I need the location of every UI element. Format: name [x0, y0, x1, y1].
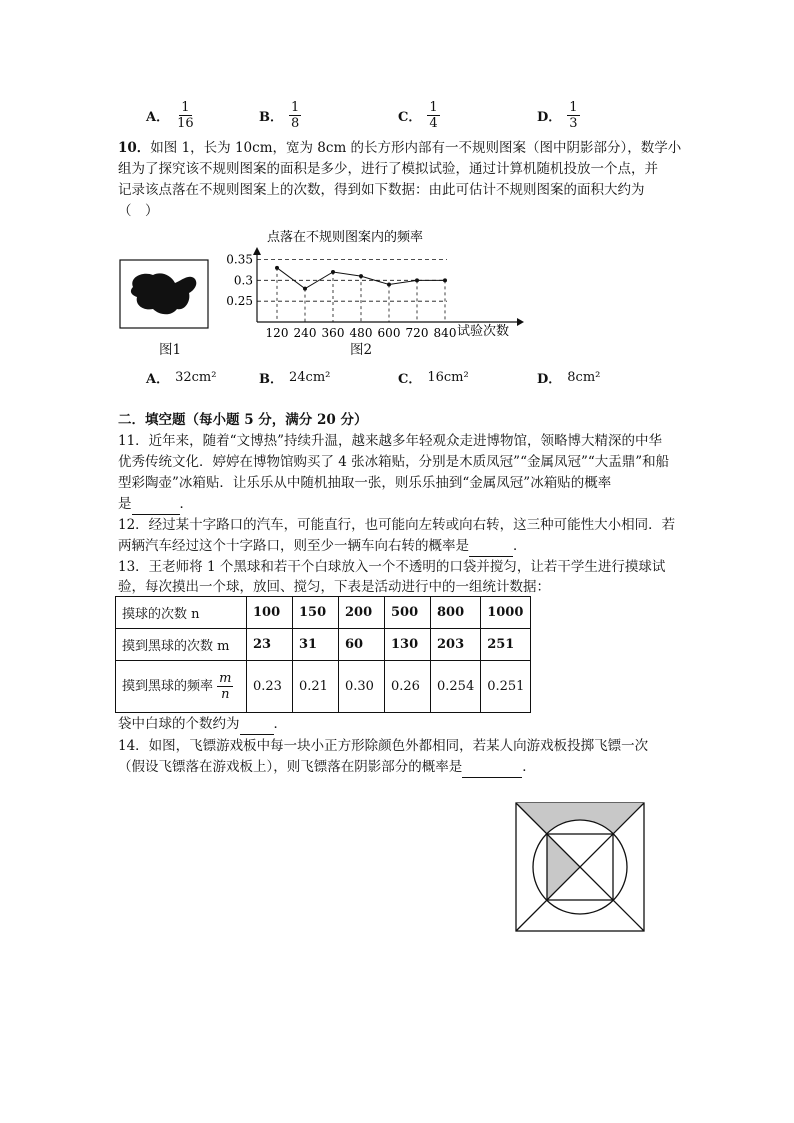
q11-line-2: 优秀传统文化．婷婷在博物馆购买了 4 张冰箱贴，分别是木质凤冠”“金属凤冠”“大盂鼎”和船: [118, 454, 670, 470]
q9-option-b: [259, 100, 301, 131]
figure-1-caption: 图1: [159, 342, 182, 358]
answer-blank[interactable]: [469, 536, 513, 557]
q10-line-2: 组为了探究该不规则图案的面积是多少，进行了模拟试验，通过计算机随机投放一个点，并: [118, 161, 658, 177]
answer-blank[interactable]: [132, 494, 180, 515]
q12-text: 两辆汽车经过这个十字路口，则至少一辆车向右转的概率是: [118, 538, 469, 554]
table-cell: 0.23: [247, 661, 293, 713]
table-cell: 203: [431, 629, 481, 661]
x-tick-label: 120: [265, 326, 289, 340]
data-point: [359, 274, 363, 278]
q11-line-1: 11．近年来，随着“文博热”持续升温，越来越多年轻观众走进博物馆，领略博大精深的中华: [118, 433, 662, 449]
data-point: [275, 266, 279, 270]
figure-2-caption: 图2: [350, 342, 373, 358]
table-row-header: 摸到黑球的次数 m: [116, 629, 247, 661]
table-cell: 800: [431, 597, 481, 629]
table-cell: 31: [293, 629, 339, 661]
option-label: C．: [398, 110, 422, 125]
figure-1-irregular-shape: [119, 259, 209, 329]
option-label: D．: [537, 110, 562, 125]
data-point: [331, 270, 335, 274]
table-cell: 0.254: [431, 661, 481, 713]
x-tick-label: 480: [349, 326, 373, 340]
q10-line-1: [118, 138, 681, 158]
x-tick-label: 840: [433, 326, 457, 340]
q10-option-d: [537, 368, 600, 387]
option-label: B．: [259, 110, 283, 125]
q10-option-a: [146, 368, 216, 387]
x-tick-label: 240: [293, 326, 317, 340]
y-tick-label: 0.25: [226, 294, 253, 309]
table-cell: 0.30: [339, 661, 385, 713]
option-label: C．: [398, 372, 422, 387]
data-point: [415, 278, 419, 282]
option-label: A．: [146, 110, 170, 125]
section-2-heading: 二．填空题（每小题 5 分，满分 20 分）: [118, 412, 368, 428]
table-cell: 251: [481, 629, 531, 661]
x-tick-label: 360: [321, 326, 345, 340]
q9-option-d: [537, 100, 580, 131]
fraction: $\frac{1}{4}$: [429, 100, 438, 131]
table-cell: 0.21: [293, 661, 339, 713]
table-cell: 0.251: [481, 661, 531, 713]
data-point: [443, 278, 447, 282]
q9-option-a: [146, 100, 196, 131]
question-number: 10．: [118, 140, 151, 156]
table-row: [116, 597, 531, 629]
fraction: $\frac{1}{16}$: [177, 100, 194, 131]
q12-line-2: 两辆汽车经过这个十字路口，则至少一辆车向右转的概率是 ．: [118, 536, 527, 557]
q13-data-table: [115, 596, 531, 713]
y-axis-arrow: [253, 247, 261, 255]
option-text: 16cm²: [427, 370, 469, 385]
table-row: [116, 661, 531, 713]
table-cell: 150: [293, 597, 339, 629]
table-cell: 1000: [481, 597, 531, 629]
y-tick-label: 0.35: [226, 252, 253, 267]
data-point: [303, 287, 307, 291]
q13-after-table: 袋中白球的个数约为 ．: [118, 714, 287, 735]
answer-blank[interactable]: [462, 757, 522, 778]
option-label: B．: [259, 372, 283, 387]
q9-option-c: [398, 100, 440, 131]
table-cell: 100: [247, 597, 293, 629]
dartboard-figure: [515, 802, 645, 932]
q13-line-1: 13．王老师将 1 个黑球和若干个白球放入一个不透明的口袋并搅匀，让若干学生进行摸球试: [118, 559, 666, 575]
fraction: $\frac{1}{3}$: [569, 100, 578, 131]
question-text: 如图 1，长为 10cm，宽为 8cm 的长方形内部有一不规则图案（图中阴影部分），数学小: [150, 140, 682, 156]
table-cell: 130: [385, 629, 431, 661]
fraction-m-over-n: $\frac{m}{n}$: [219, 671, 232, 702]
q11-line-4: 是 ．: [118, 494, 193, 515]
row-header-text: 摸到黑球的频率: [122, 679, 214, 694]
table-cell: 200: [339, 597, 385, 629]
fraction: $\frac{1}{8}$: [291, 100, 300, 131]
table-cell: 500: [385, 597, 431, 629]
table-row-header: 摸球的次数 n: [116, 597, 247, 629]
q10-option-b: [259, 368, 330, 387]
q11-text: 是: [118, 496, 132, 512]
answer-blank[interactable]: [240, 714, 274, 735]
q10-line-4: （ ）: [118, 203, 159, 219]
option-text: 24cm²: [289, 370, 331, 385]
table-row: [116, 629, 531, 661]
table-cell: 23: [247, 629, 293, 661]
q14-text: （假设飞镖落在游戏板上），则飞镖落在阴影部分的概率是: [118, 759, 463, 775]
table-cell: 0.26: [385, 661, 431, 713]
figure-2-line-chart: [225, 225, 525, 345]
x-axis-label: 试验次数: [457, 324, 510, 339]
x-tick-label: 600: [377, 326, 401, 340]
q13-line-2: 验，每次摸出一个球，放回、搅匀，下表是活动进行中的一组统计数据：: [118, 579, 550, 595]
table-row-header: [116, 661, 247, 713]
chart-title: 点落在不规则图案内的频率: [267, 230, 424, 245]
q12-line-1: 12．经过某十字路口的汽车，可能直行，也可能向左转或向右转，这三种可能性大小相同．若: [118, 517, 676, 533]
q10-line-3: 记录该点落在不规则图案上的次数，得到如下数据：由此可估计不规则图案的面积大约为: [118, 182, 645, 198]
q10-option-c: [398, 368, 469, 387]
data-point: [387, 283, 391, 287]
x-tick-label: 720: [405, 326, 429, 340]
y-tick-label: 0.3: [233, 273, 253, 288]
q14-line-1: 14．如图，飞镖游戏板中每一块小正方形除颜色外都相同，若某人向游戏板投掷飞镖一次: [118, 738, 649, 754]
option-text: 32cm²: [175, 370, 217, 385]
q11-line-3: 型彩陶壶”冰箱贴．让乐乐从中随机抽取一张，则乐乐抽到“金属凤冠”冰箱贴的概率: [118, 475, 612, 491]
option-text: 8cm²: [567, 370, 601, 385]
q13-after-text: 袋中白球的个数约为: [118, 716, 240, 732]
table-cell: 60: [339, 629, 385, 661]
option-label: D．: [537, 372, 562, 387]
option-label: A．: [146, 372, 170, 387]
x-axis-arrow: [517, 318, 524, 326]
q14-line-2: （假设飞镖落在游戏板上），则飞镖落在阴影部分的概率是 ．: [118, 757, 536, 778]
